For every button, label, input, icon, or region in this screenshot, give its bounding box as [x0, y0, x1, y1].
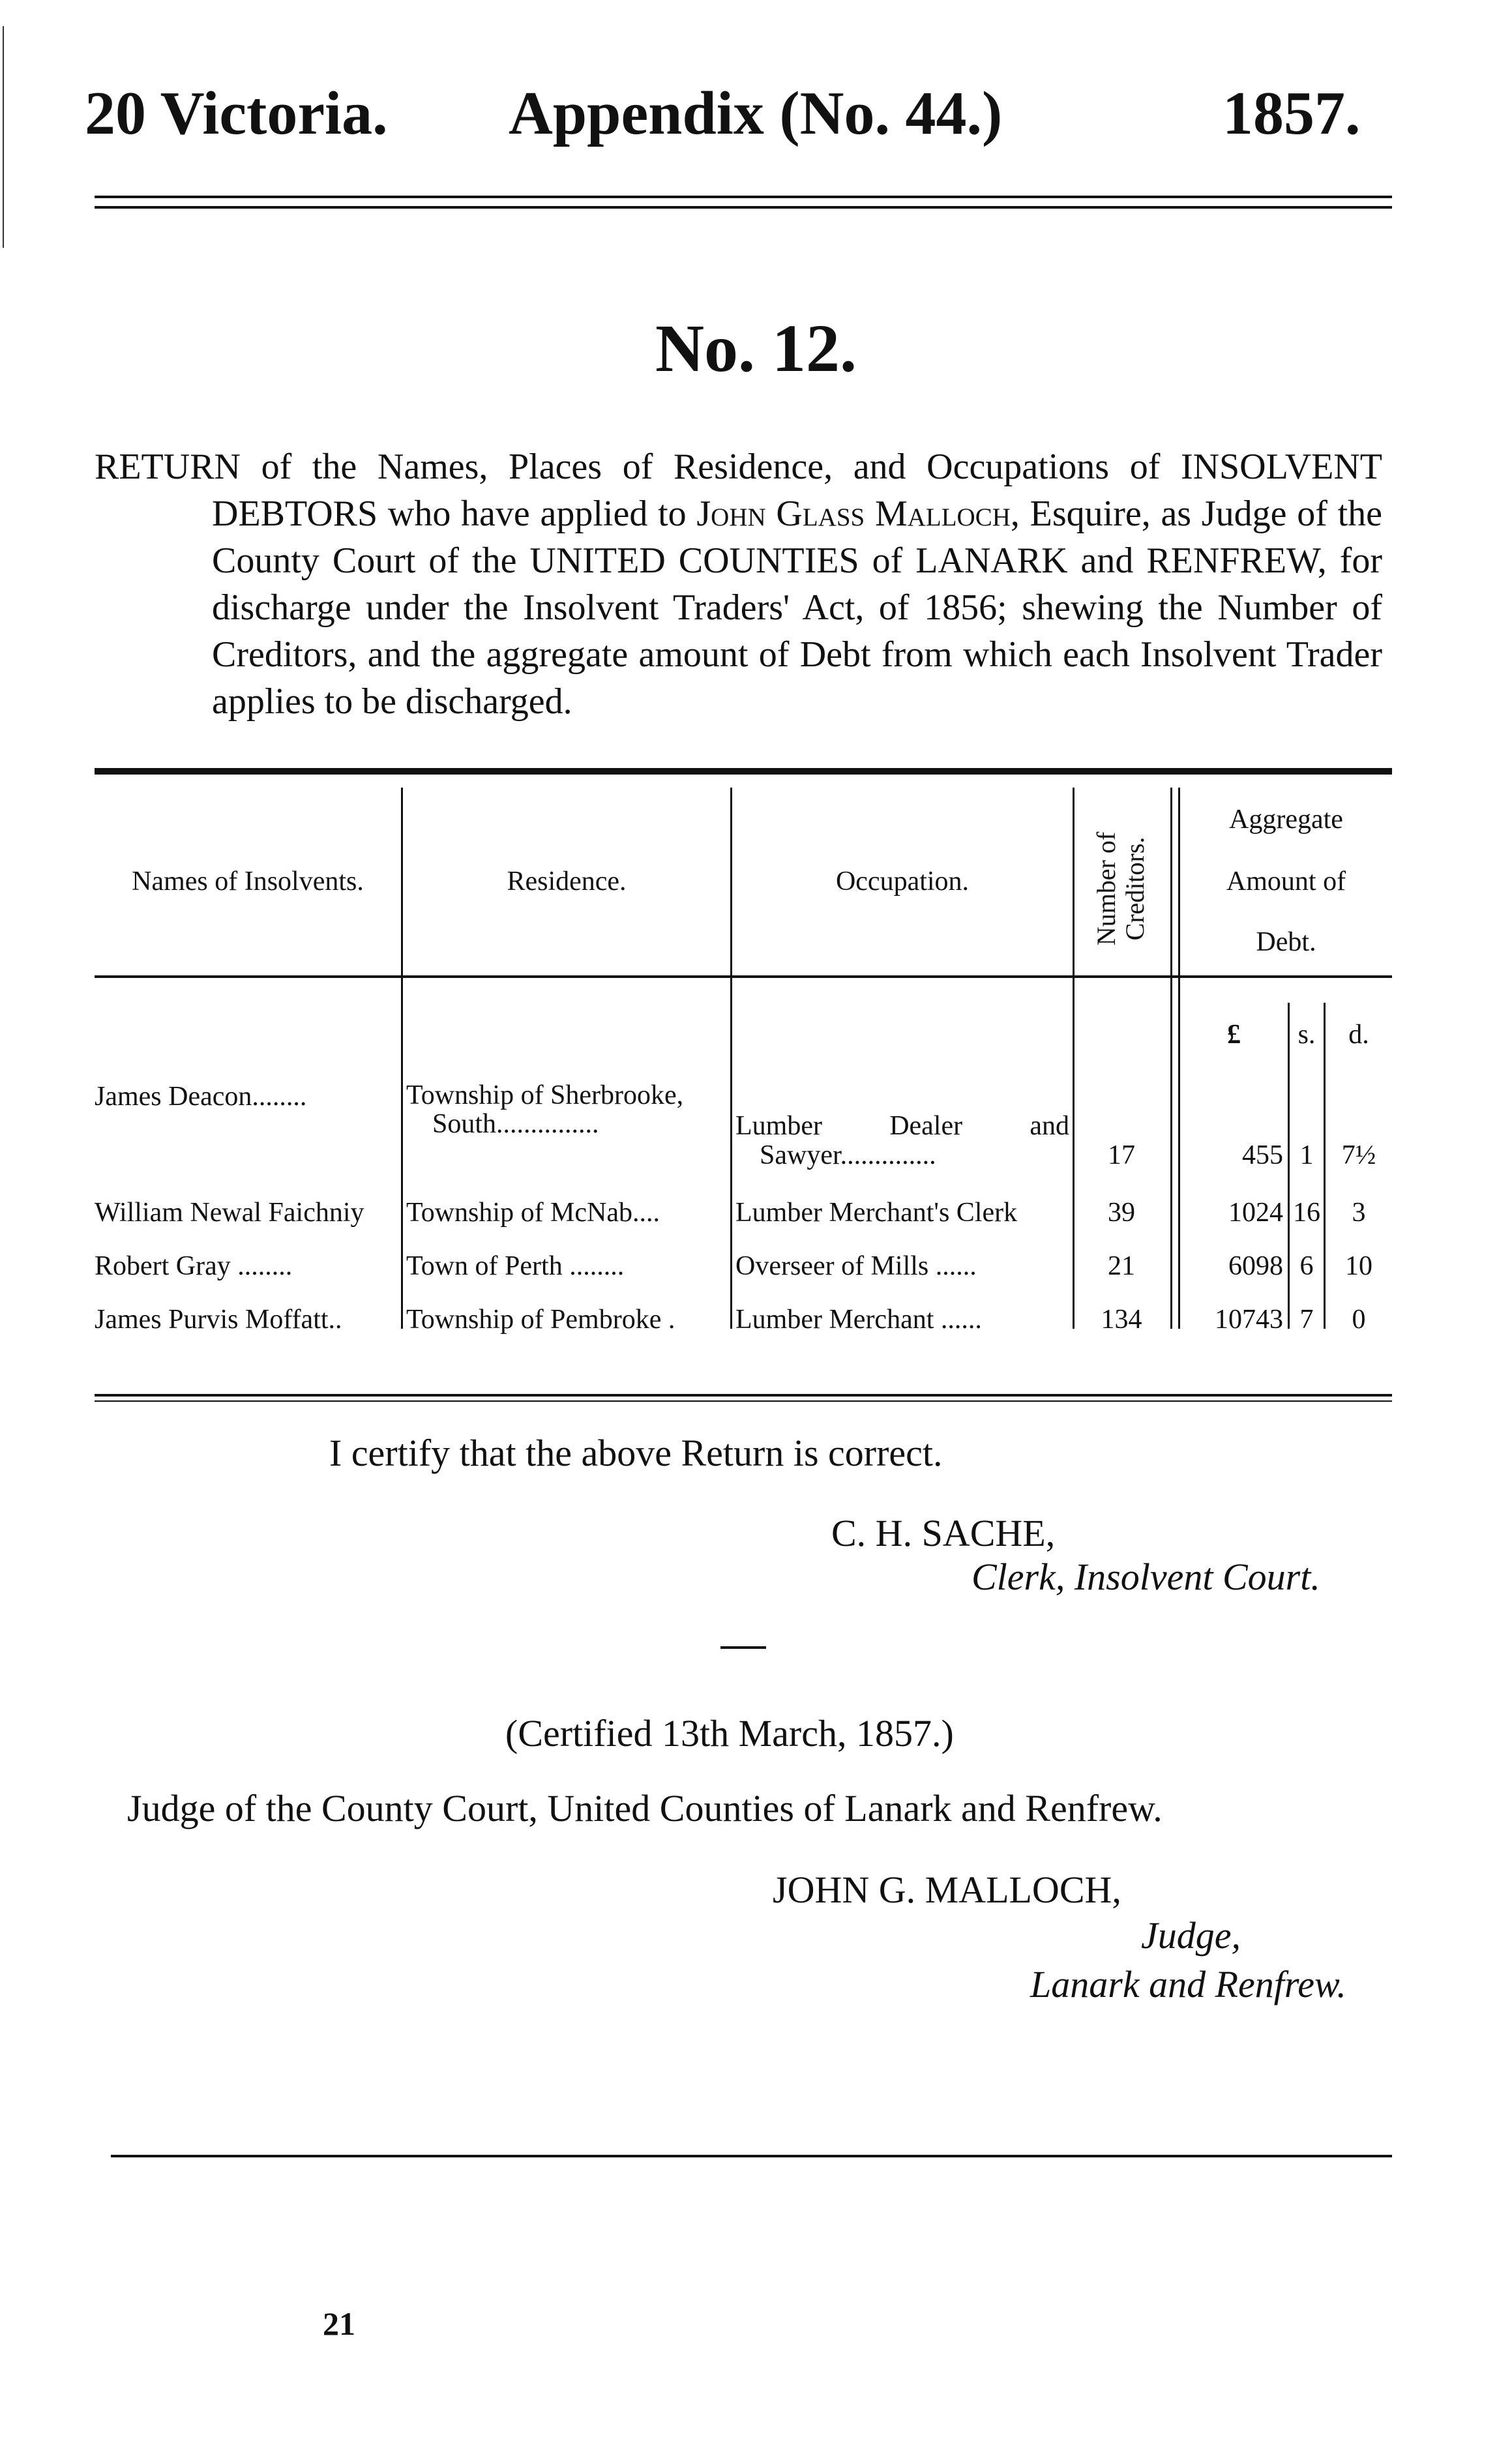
footer-rule: [111, 2155, 1392, 2157]
header-bottom-rule: [95, 975, 1392, 978]
page-number: 21: [323, 2305, 355, 2342]
row2-pence: 3: [1352, 1198, 1366, 1228]
intro-judge-name: John Glass Malloch: [696, 494, 1011, 534]
judge-signature-title: Judge,: [1141, 1914, 1241, 1957]
header-double-rule: [95, 196, 1392, 209]
intro-text-part2: , Esquire, as Judge of the County Court of the UNITED COUNTIES of LANARK and RENFREW, for discharge under the Insolvent Traders' Act, of 1856; shewing the Number of Creditors, and the aggregate amount of Debt from which each Insolvent Trader applies to be discharged.: [212, 494, 1383, 722]
margin-edge-line: [3, 26, 4, 248]
row1-creditors: 17: [1108, 1140, 1135, 1170]
row4-residence: Township of Pembroke .: [406, 1305, 675, 1335]
certification-statement: I certify that the above Return is correct.: [329, 1432, 943, 1474]
header-shillings: s.: [1297, 1020, 1316, 1050]
header-residence: Residence.: [507, 866, 627, 896]
row4-name: James Purvis Moffatt..: [95, 1305, 342, 1335]
table-top-rule: [95, 768, 1392, 775]
row2-creditors: 39: [1108, 1198, 1135, 1228]
return-description: [95, 443, 1382, 725]
row3-residence: Town of Perth ........: [406, 1251, 625, 1281]
running-header: [85, 78, 1389, 150]
intro-text-part1: RETURN of the Names, Places of Residence, and Occupations of INSOLVENT DEBTORS who have applied to: [95, 447, 1382, 534]
judge-signature-jurisdiction: Lanark and Renfrew.: [1030, 1963, 1346, 2005]
row4-occupation: Lumber Merchant ......: [735, 1305, 982, 1335]
header-occupation: Occupation.: [835, 866, 970, 896]
header-aggregate-line1: Aggregate: [1229, 805, 1343, 835]
row1-pence: 7½: [1341, 1140, 1376, 1170]
row2-name: William Newal Faichniy: [95, 1198, 364, 1228]
row3-shillings: 6: [1299, 1251, 1314, 1281]
insolvents-table: [95, 768, 1392, 1404]
row1-residence-line2: South...............: [432, 1109, 599, 1139]
clerk-signature-title: Clerk, Insolvent Court.: [971, 1556, 1320, 1598]
row4-pounds: 10743: [1215, 1305, 1283, 1335]
section-divider: [720, 1646, 766, 1649]
judge-signature-name: JOHN G. MALLOCH,: [773, 1869, 1121, 1911]
clerk-signature-name: C. H. SACHE,: [831, 1512, 1056, 1554]
row4-creditors: 134: [1101, 1305, 1142, 1335]
row2-pounds: 1024: [1228, 1198, 1283, 1228]
header-aggregate-line2: Amount of: [1226, 866, 1346, 896]
row2-occupation: Lumber Merchant's Clerk: [735, 1198, 1018, 1228]
col-divider: [1073, 788, 1075, 1329]
header-regnal-year: 20 Victoria.: [85, 80, 388, 147]
row3-name: Robert Gray ........: [95, 1251, 293, 1281]
row3-pence: 10: [1345, 1251, 1372, 1281]
header-creditors: Number of Creditors.: [1091, 831, 1149, 946]
row1-shillings: 1: [1299, 1140, 1314, 1170]
row2-shillings: 16: [1293, 1198, 1320, 1228]
certified-date: (Certified 13th March, 1857.): [505, 1712, 954, 1754]
header-names: Names of Insolvents.: [132, 866, 364, 896]
table-bottom-rule-thin: [95, 1400, 1392, 1402]
table-bottom-rule: [95, 1394, 1392, 1397]
row4-shillings: 7: [1299, 1305, 1314, 1335]
row1-residence-line1: Township of Sherbrooke,: [406, 1080, 684, 1110]
row1-occupation-line2: Sawyer..............: [760, 1140, 936, 1170]
row1-pounds: 455: [1242, 1140, 1283, 1170]
row3-creditors: 21: [1108, 1251, 1135, 1281]
row3-pounds: 6098: [1228, 1251, 1283, 1281]
header-pence: d.: [1348, 1020, 1369, 1050]
header-pounds: £: [1227, 1020, 1241, 1050]
header-aggregate-line3: Debt.: [1256, 927, 1316, 957]
row1-name: James Deacon........: [95, 1082, 307, 1112]
row1-occupation-line1: Lumber Dealer and: [735, 1111, 1069, 1141]
row2-residence: Township of McNab....: [406, 1198, 660, 1228]
col-divider: [1170, 788, 1172, 1329]
document-number: No. 12.: [655, 311, 857, 386]
header-appendix: Appendix (No. 44.): [509, 80, 1003, 147]
header-year: 1857.: [1223, 80, 1361, 147]
row3-occupation: Overseer of Mills ......: [735, 1251, 977, 1281]
judge-court-line: Judge of the County Court, United Counties of Lanark and Renfrew.: [127, 1787, 1163, 1829]
row4-pence: 0: [1352, 1305, 1366, 1335]
